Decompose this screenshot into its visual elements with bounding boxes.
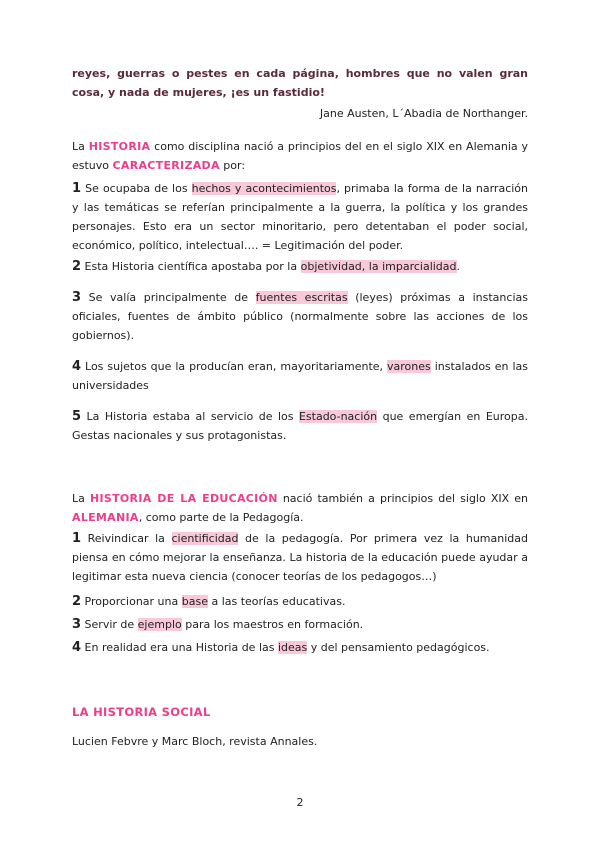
section3-text: Lucien Febvre y Marc Bloch, revista Annales.: [72, 735, 318, 748]
quote-text: reyes, guerras o pestes en cada página, hombres que no valen gran cosa, y nada de mujeres, ¡es un fastidio!: [72, 67, 528, 99]
quote-attribution: Jane Austen, L´Abadia de Northanger.: [319, 107, 528, 120]
highlight: hechos y acontecimientos: [191, 182, 337, 195]
term-caracterizada: CARACTERIZADA: [112, 159, 220, 172]
highlight: ejemplo: [137, 618, 182, 631]
highlight: base: [181, 595, 208, 608]
term-alemania: ALEMANIA: [72, 511, 139, 524]
list-item: 4 Los sujetos que la producían eran, mayoritariamente, varones instalados en las universidades: [72, 359, 528, 392]
highlight: fuentes escritas: [255, 291, 348, 304]
page-number: 2: [296, 796, 304, 809]
term-historia-educacion: HISTORIA DE LA EDUCACIÓN: [89, 492, 278, 505]
list-item: 2 Esta Historia científica apostaba por la objetividad, la imparcialidad.: [72, 259, 461, 274]
list-item: 3 Se valía principalmente de fuentes escritas (leyes) próximas a instancias oficiales, fuentes de ámbito público (normalmente sobre las acciones de los gobiernos).: [72, 290, 528, 342]
highlight: objetividad, la imparcialidad: [300, 260, 457, 273]
list-item: 5 La Historia estaba al servicio de los Estado-nación que emergían en Europa. Gestas nacionales y sus protagonistas.: [72, 409, 528, 442]
highlight: cientificidad: [171, 532, 239, 545]
list-item: 1 Se ocupaba de los hechos y acontecimientos, primaba la forma de la narración y las temáticas se referían principalmente a la guerra, la política y los grandes personajes. Esto era un sector minoritario, pero detentaban el poder social, económico, político, intelectual…. = Legitimación del poder.: [72, 181, 529, 252]
highlight: Estado-nación: [298, 410, 378, 423]
list-item: 2 Proporcionar una base a las teorías educativas.: [72, 594, 346, 609]
highlight: varones: [387, 360, 431, 373]
list-item: 3 Servir de ejemplo para los maestros en formación.: [72, 617, 364, 632]
list-item: 1 Reivindicar la cientificidad de la pedagogía. Por primera vez la humanidad piensa en cómo mejorar la enseñanza. La historia de la educación puede ayudar a legitimar esta nueva ciencia (conocer teorías de los pedagogos…): [72, 531, 528, 583]
highlight: ideas: [277, 641, 308, 654]
section1-intro: La HISTORIA como disciplina nació a principios del en el siglo XIX en Alemania y estuvo CARACTERIZADA por:: [72, 140, 528, 172]
section-heading: LA HISTORIA SOCIAL: [72, 705, 211, 719]
term-historia: HISTORIA: [88, 140, 151, 153]
section2-intro: La HISTORIA DE LA EDUCACIÓN nació también a principios del siglo XIX en ALEMANIA, como parte de la Pedagogía.: [72, 492, 528, 524]
list-item: 4 En realidad era una Historia de las ideas y del pensamiento pedagógicos.: [72, 640, 490, 655]
